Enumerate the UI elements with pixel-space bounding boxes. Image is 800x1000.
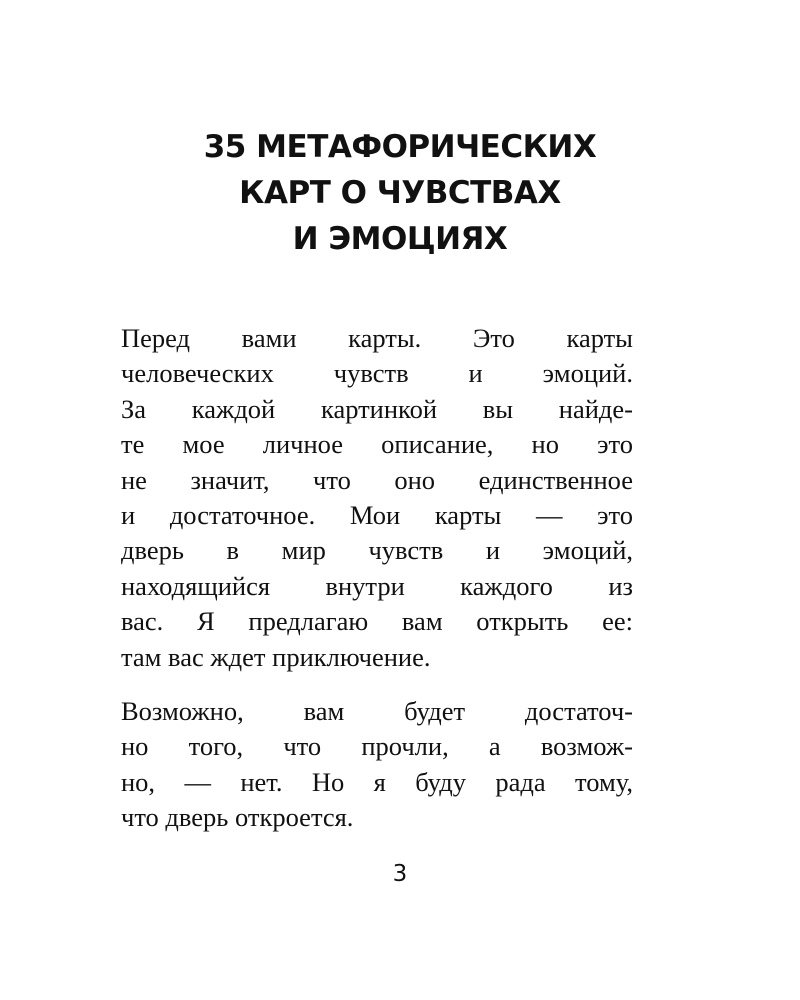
page-number: 3 bbox=[392, 861, 408, 887]
text-line: не значит, что оно единственное bbox=[121, 464, 633, 495]
text-line: там вас ждет приключение. bbox=[121, 641, 431, 672]
chapter-title-line: И ЭМОЦИЯХ bbox=[292, 221, 508, 257]
chapter-title-line: КАРТ О ЧУВСТВАХ bbox=[239, 175, 561, 211]
text-line: Перед вами карты. Это карты bbox=[121, 323, 633, 353]
text-line: и достаточное. Мои карты — это bbox=[121, 500, 633, 531]
text-line: вас. Я предлагаю вам открыть ее: bbox=[121, 606, 633, 637]
chapter-title-line: 35 МЕТАФОРИЧЕСКИХ bbox=[203, 129, 597, 165]
text-line: те мое личное описание, но это bbox=[121, 429, 633, 460]
paragraph-closing bbox=[121, 694, 633, 836]
text-line: дверь в мир чувств и эмоций, bbox=[121, 535, 633, 566]
text-line: человеческих чувств и эмоций. bbox=[121, 358, 633, 389]
text-line: находящийся внутри каждого из bbox=[121, 570, 633, 601]
paragraph-intro bbox=[121, 321, 633, 675]
text-line: За каждой картинкой вы найде- bbox=[121, 393, 633, 424]
chapter-title bbox=[0, 124, 800, 262]
text-line: но, — нет. Но я буду рада тому, bbox=[121, 766, 633, 797]
text-line: Возможно, вам будет достаточ- bbox=[121, 696, 633, 726]
text-line: что дверь откроется. bbox=[121, 802, 354, 833]
text-line: но того, что прочли, а возмож- bbox=[121, 731, 633, 762]
